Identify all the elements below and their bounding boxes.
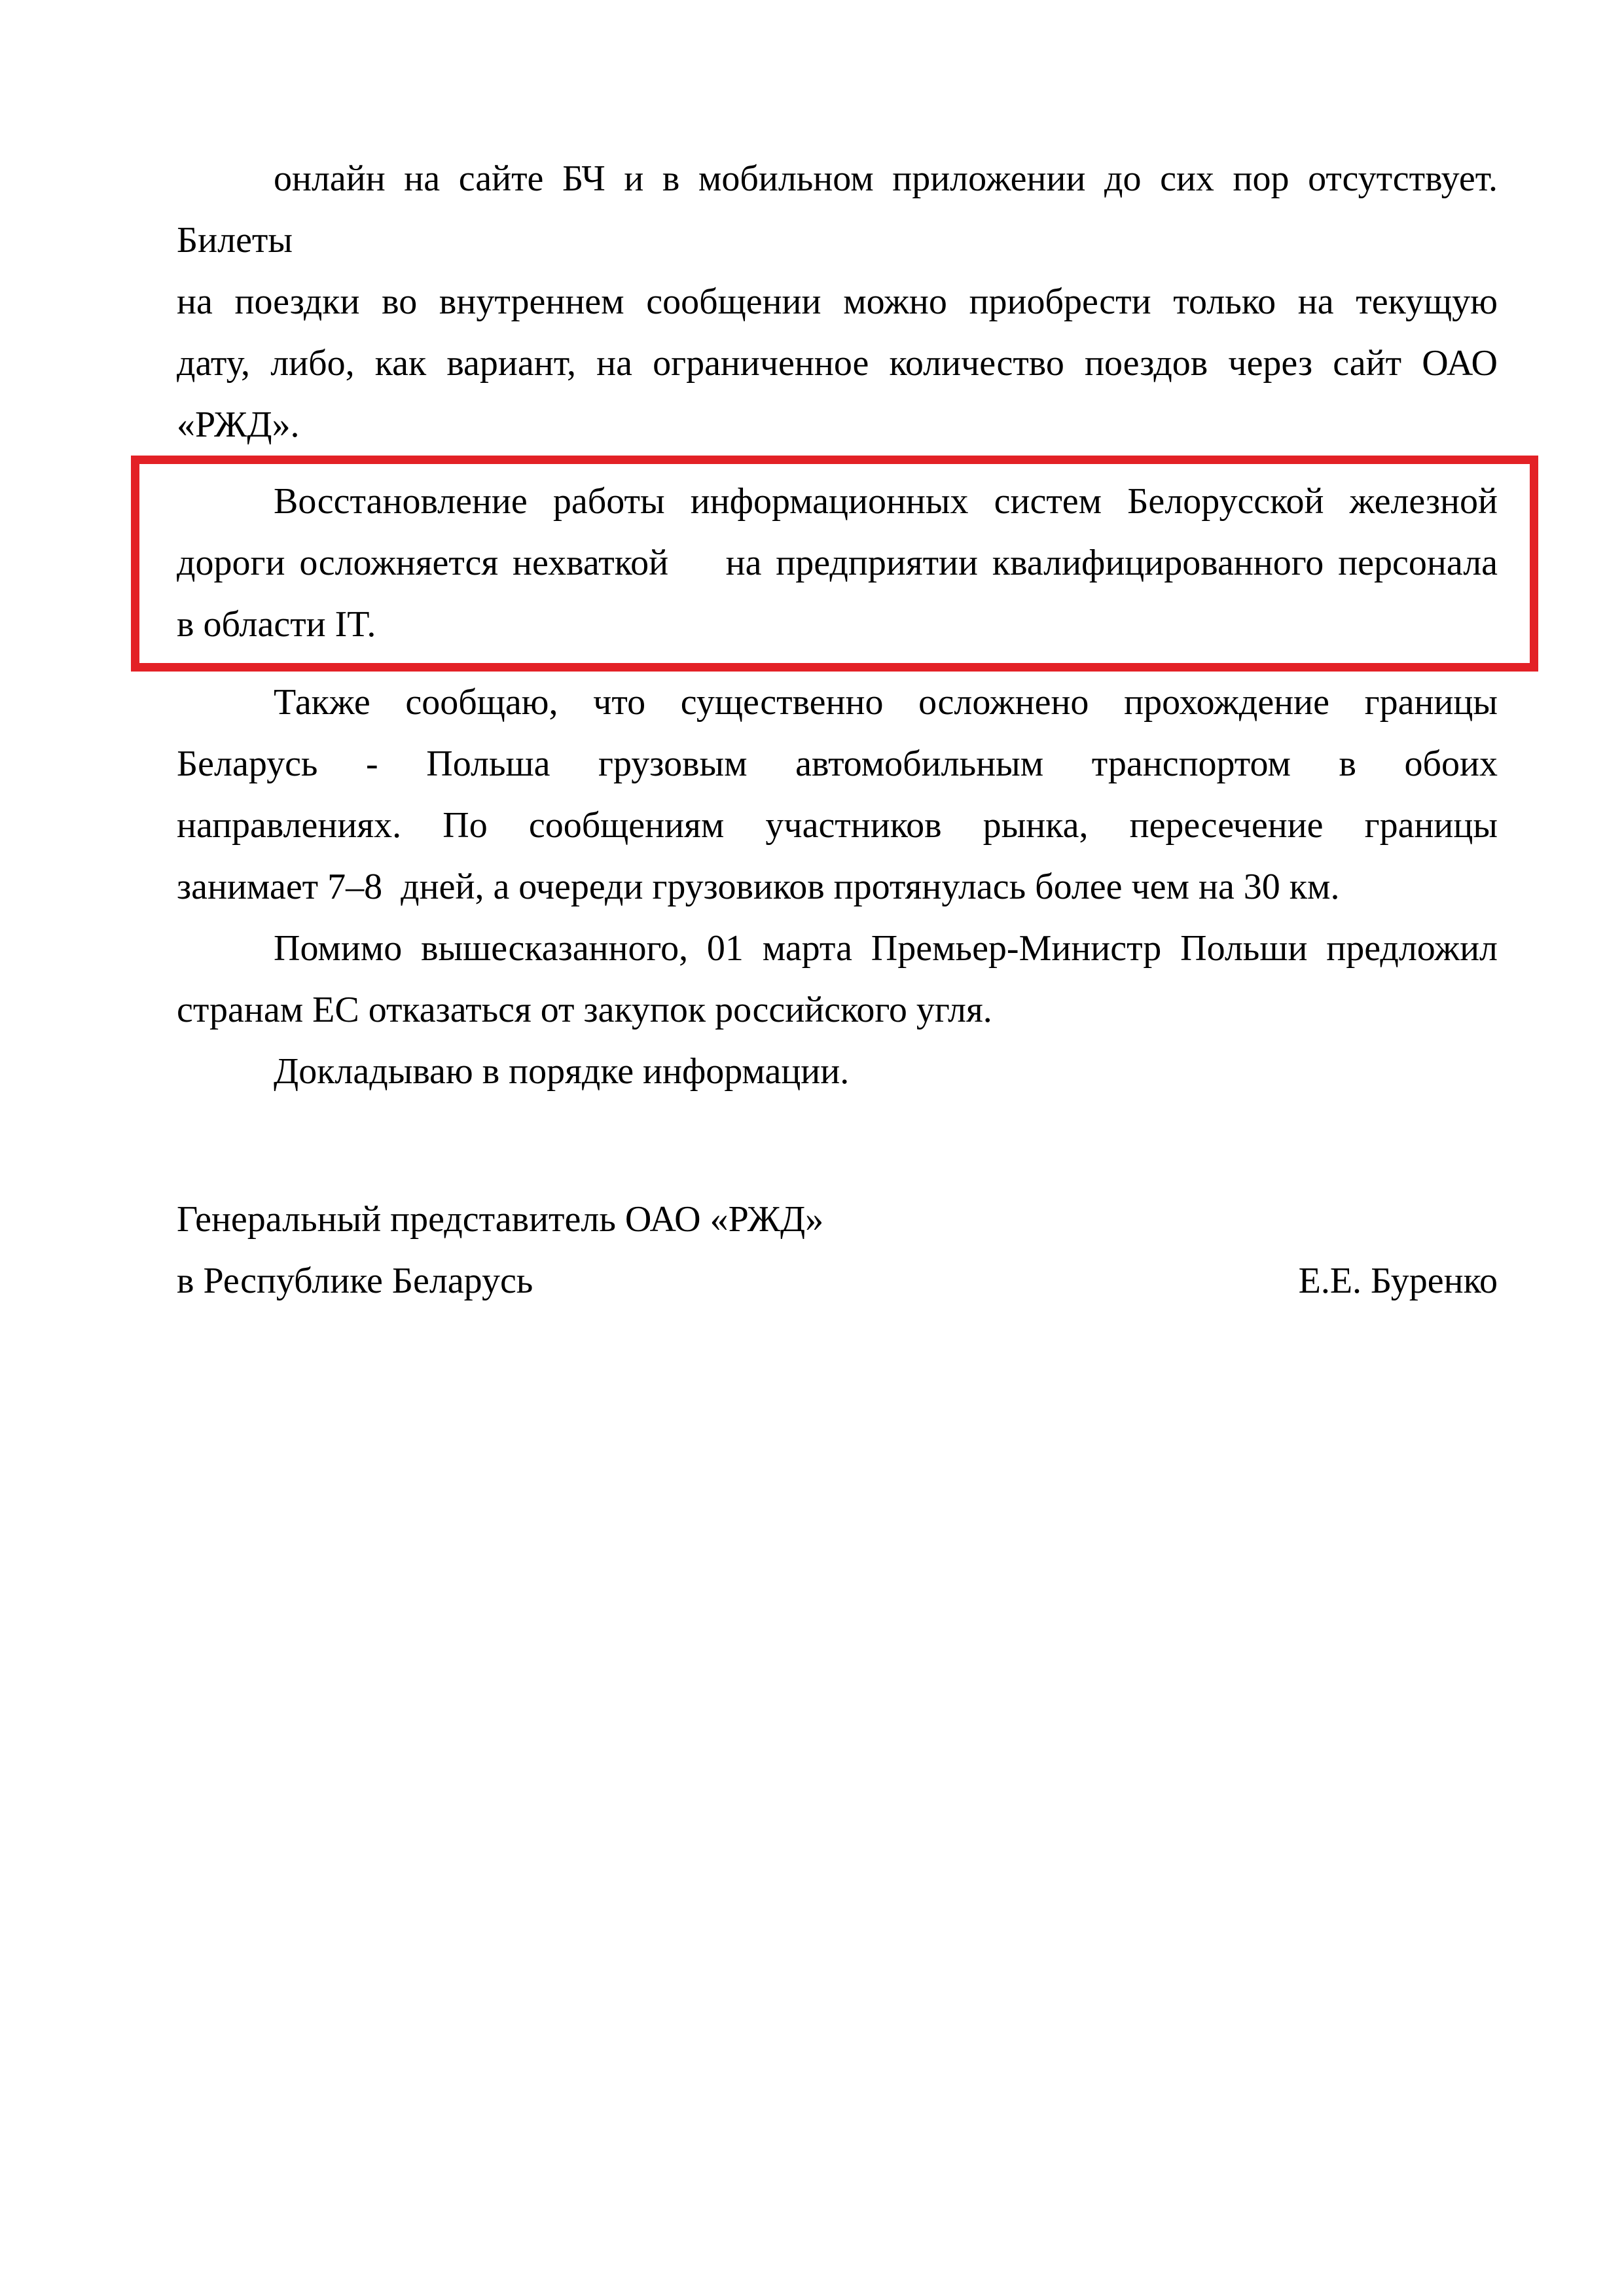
- paragraph-3-line-1: Также сообщаю, что существенно осложнено прохождение границы: [274, 682, 1498, 723]
- paragraph-4: [177, 918, 1498, 1041]
- paragraph-4-line-2: странам ЕС отказаться от закупок российского угля.: [177, 990, 992, 1030]
- signature-block: [177, 1189, 1498, 1312]
- paragraph-1-line-3: дату, либо, как вариант, на ограниченное количество поездов через сайт ОАО: [177, 343, 1498, 384]
- signature-title: Генеральный представитель ОАО «РЖД»: [177, 1199, 824, 1240]
- paragraph-3-line-3: направлениях. По сообщениям участников рынка, пересечение границы: [177, 805, 1498, 846]
- paragraph-1: [177, 148, 1498, 456]
- paragraph-2-line-1: Восстановление работы информационных систем Белорусской железной: [274, 481, 1498, 522]
- document-body: [177, 148, 1498, 1312]
- paragraph-5: [177, 1041, 1498, 1102]
- signature-name: Е.Е. Буренко: [1298, 1261, 1498, 1301]
- paragraph-3: [177, 672, 1498, 918]
- signature-location: в Республике Беларусь: [177, 1261, 533, 1301]
- paragraph-2-highlighted: [177, 471, 1498, 655]
- red-highlight-box: [131, 456, 1538, 672]
- paragraph-2-line-2: дороги осложняется нехваткой на предприятии квалифицированного персонала: [177, 543, 1498, 583]
- paragraph-1-line-4: «РЖД».: [177, 404, 300, 445]
- paragraph-4-line-1: Помимо вышесказанного, 01 марта Премьер-Министр Польши предложил: [274, 928, 1498, 969]
- paragraph-5-line-1: Докладываю в порядке информации.: [274, 1051, 850, 1092]
- paragraph-1-line-1: онлайн на сайте БЧ и в мобильном приложении до сих пор отсутствует. Билеты: [177, 158, 1498, 260]
- paragraph-2-line-3: в области IT.: [177, 604, 376, 645]
- paragraph-3-line-2: Беларусь - Польша грузовым автомобильным транспортом в обоих: [177, 744, 1498, 784]
- signature-line-2: [177, 1250, 1498, 1312]
- paragraph-3-line-4: занимает 7–8 дней, а очереди грузовиков протянулась более чем на 30 км.: [177, 867, 1340, 907]
- paragraph-1-line-2: на поездки во внутреннем сообщении можно приобрести только на текущую: [177, 281, 1498, 322]
